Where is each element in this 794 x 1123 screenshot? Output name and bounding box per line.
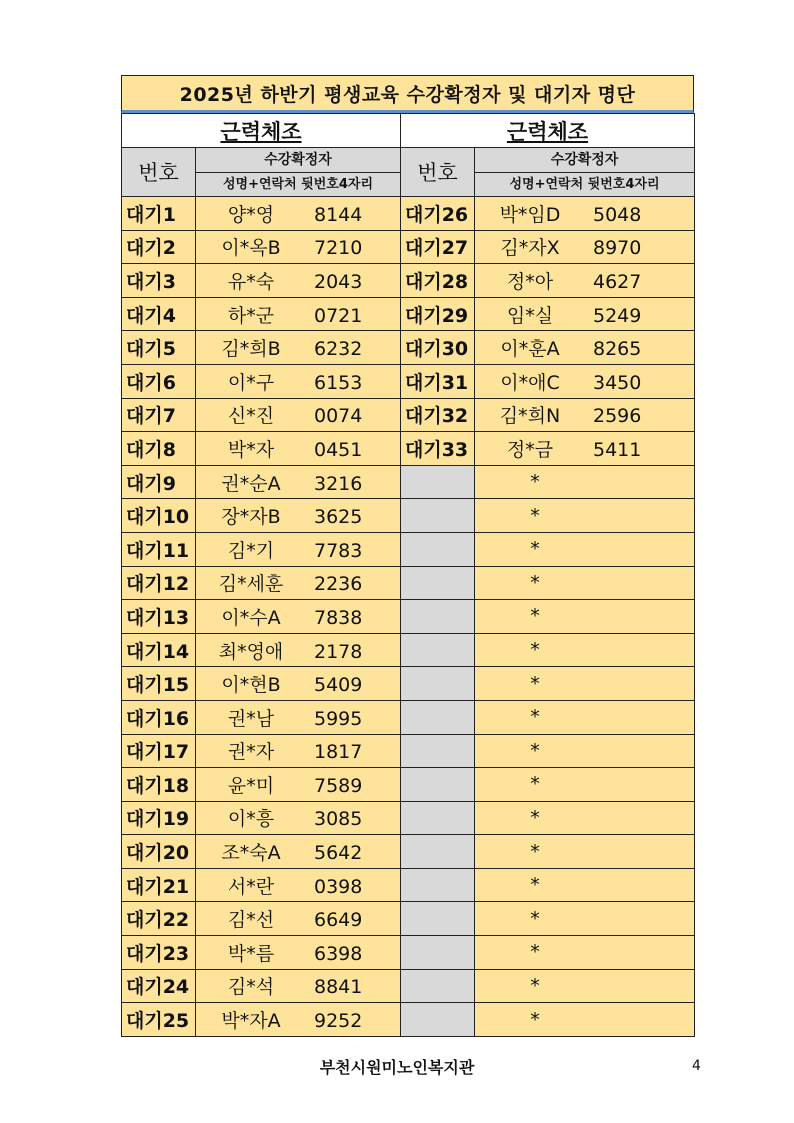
person-name: 양*영 [227,203,275,226]
table-row [122,936,695,970]
right-row-entry [475,432,695,466]
right-row-entry [475,197,695,231]
right-row-entry [475,969,695,1003]
empty-slot-marker: * [530,840,540,863]
empty-slot-marker: * [530,974,540,997]
page-number: 4 [692,1058,701,1074]
right-row-entry [475,700,695,734]
table-row [122,230,695,264]
empty-slot-marker: * [530,504,540,527]
right-row-number: 대기33 [401,432,475,466]
phone-last4: 3450 [593,371,642,394]
left-row-entry [196,936,401,970]
right-row-number [401,969,475,1003]
left-row-number: 대기17 [122,734,196,768]
left-row-number: 대기2 [122,230,196,264]
left-row-number: 대기15 [122,667,196,701]
right-row-number [401,499,475,533]
right-row-number [401,768,475,802]
right-row-entry [475,364,695,398]
table-row [122,264,695,298]
left-row-number: 대기8 [122,432,196,466]
phone-last4: 8265 [593,338,642,361]
table-row [122,633,695,667]
left-row-entry [196,1003,401,1037]
left-row-entry [196,197,401,231]
right-row-number [401,936,475,970]
table-row [122,465,695,499]
right-row-number [401,465,475,499]
right-row-number [401,667,475,701]
person-name: 권*남 [227,707,275,730]
left-row-entry [196,835,401,869]
left-row-number: 대기4 [122,297,196,331]
person-name: 임*실 [506,304,554,327]
phone-last4: 8841 [314,976,363,999]
left-row-number: 대기1 [122,197,196,231]
table-row [122,297,695,331]
left-row-entry [196,566,401,600]
phone-last4: 2236 [314,573,363,596]
left-row-number: 대기21 [122,868,196,902]
right-row-entry [475,801,695,835]
left-row-number: 대기19 [122,801,196,835]
person-name: 박*자A [221,1010,281,1033]
phone-last4: 6398 [314,942,363,965]
phone-last4: 7838 [314,606,363,629]
person-name: 이*수A [221,606,281,629]
left-row-entry [196,264,401,298]
left-row-number: 대기6 [122,364,196,398]
table-row [122,566,695,600]
right-row-entry [475,297,695,331]
phone-last4: 8144 [314,203,363,226]
person-name: 김*희N [499,405,561,428]
roster-grid [121,113,695,1037]
person-name: 권*자 [227,741,275,764]
phone-last4: 5249 [593,304,642,327]
left-row-number: 대기23 [122,936,196,970]
table-row [122,700,695,734]
person-name: 김*희B [221,338,281,361]
phone-last4: 0398 [314,875,363,898]
phone-last4: 3216 [314,472,363,495]
right-row-entry [475,398,695,432]
phone-last4: 7589 [314,774,363,797]
left-row-entry [196,667,401,701]
left-row-entry [196,768,401,802]
person-name: 이*구 [227,371,275,394]
right-row-number [401,566,475,600]
right-row-number: 대기29 [401,297,475,331]
person-name: 조*숙A [221,842,281,865]
empty-slot-marker: * [530,1008,540,1031]
document-title: 2025년 하반기 평생교육 수강확정자 및 대기자 명단 [121,75,694,113]
right-row-entry [475,1003,695,1037]
phone-last4: 2178 [314,640,363,663]
person-name: 이*흥 [227,808,275,831]
left-row-number: 대기11 [122,532,196,566]
empty-slot-marker: * [530,773,540,796]
person-name: 박*임D [499,203,561,226]
left-col-group-header [196,148,401,197]
right-row-number [401,801,475,835]
table-row [122,398,695,432]
empty-slot-marker: * [530,672,540,695]
right-row-entry [475,902,695,936]
left-row-entry [196,902,401,936]
empty-slot-marker: * [530,706,540,729]
table-row [122,734,695,768]
empty-slot-marker: * [530,941,540,964]
table-row [122,364,695,398]
person-name: 이*애C [500,371,560,394]
person-name: 이*옥B [221,237,281,260]
empty-slot-marker: * [530,907,540,930]
person-name: 김*선 [227,909,275,932]
right-row-number [401,835,475,869]
phone-last4: 5995 [314,707,363,730]
right-row-number: 대기28 [401,264,475,298]
phone-last4: 1817 [314,741,363,764]
right-row-number: 대기32 [401,398,475,432]
phone-last4: 5411 [593,438,642,461]
right-row-entry [475,566,695,600]
right-class-name: 근력체조 [401,114,695,148]
table-row [122,600,695,634]
phone-last4: 7210 [314,237,363,260]
person-name: 김*기 [227,539,275,562]
right-name-phone-label: 성명+연락처 뒷번호4자리 [509,177,660,192]
right-row-number [401,700,475,734]
right-row-entry [475,600,695,634]
left-class-name: 근력체조 [122,114,401,148]
table-row [122,197,695,231]
phone-last4: 5409 [314,674,363,697]
right-row-entry [475,230,695,264]
person-name: 장*자B [221,506,281,529]
right-row-number [401,734,475,768]
person-name: 이*현B [221,674,281,697]
left-row-number: 대기18 [122,768,196,802]
right-row-entry [475,465,695,499]
organization-footer: 부천시원미노인복지관 [319,1058,475,1077]
right-row-number [401,600,475,634]
left-row-number: 대기13 [122,600,196,634]
left-row-number: 대기16 [122,700,196,734]
table-row [122,969,695,1003]
left-row-entry [196,734,401,768]
right-row-number: 대기30 [401,331,475,365]
right-confirmed-label: 수강확정자 [475,148,694,173]
phone-last4: 2596 [593,405,642,428]
left-row-number: 대기22 [122,902,196,936]
phone-last4: 2043 [314,270,363,293]
empty-slot-marker: * [530,806,540,829]
table-row [122,902,695,936]
left-row-entry [196,532,401,566]
phone-last4: 6232 [314,338,363,361]
left-row-entry [196,432,401,466]
person-name: 서*란 [227,875,275,898]
right-col-no-header: 번호 [401,148,475,197]
empty-slot-marker: * [530,739,540,762]
left-row-number: 대기7 [122,398,196,432]
empty-slot-marker: * [530,874,540,897]
left-row-entry [196,801,401,835]
right-row-entry [475,768,695,802]
phone-last4: 3625 [314,506,363,529]
left-row-number: 대기25 [122,1003,196,1037]
table-row [122,667,695,701]
person-name: 윤*미 [227,774,275,797]
left-confirmed-label: 수강확정자 [196,148,400,173]
phone-last4: 6649 [314,909,363,932]
right-row-number [401,633,475,667]
phone-last4: 9252 [314,1010,363,1033]
person-name: 김*석 [227,976,275,999]
phone-last4: 8970 [593,237,642,260]
left-row-entry [196,969,401,1003]
left-row-entry [196,398,401,432]
phone-last4: 5642 [314,842,363,865]
phone-last4: 0074 [314,405,363,428]
table-row [122,432,695,466]
left-row-number: 대기20 [122,835,196,869]
left-row-number: 대기9 [122,465,196,499]
left-row-entry [196,499,401,533]
left-row-entry [196,465,401,499]
table-row [122,331,695,365]
person-name: 박*자 [227,438,275,461]
person-name: 정*금 [506,438,554,461]
right-row-number [401,868,475,902]
phone-last4: 3085 [314,808,363,831]
left-row-entry [196,700,401,734]
left-row-entry [196,633,401,667]
empty-slot-marker: * [530,571,540,594]
right-row-entry [475,532,695,566]
right-row-number: 대기31 [401,364,475,398]
left-row-entry [196,331,401,365]
person-name: 이*훈A [500,338,560,361]
table-row [122,499,695,533]
table-row [122,532,695,566]
left-row-entry [196,600,401,634]
left-col-no-header: 번호 [122,148,196,197]
right-row-entry [475,868,695,902]
left-row-number: 대기12 [122,566,196,600]
left-row-number: 대기5 [122,331,196,365]
class-header-row [122,114,695,148]
right-row-entry [475,264,695,298]
left-row-number: 대기24 [122,969,196,1003]
table-row [122,801,695,835]
table-row [122,835,695,869]
left-row-entry [196,230,401,264]
empty-slot-marker: * [530,471,540,494]
waitlist-table [121,75,694,1037]
person-name: 신*진 [227,405,275,428]
right-row-number [401,902,475,936]
right-row-entry [475,633,695,667]
right-row-entry [475,936,695,970]
table-row [122,768,695,802]
empty-slot-marker: * [530,605,540,628]
person-name: 김*자X [500,237,560,260]
phone-last4: 5048 [593,203,642,226]
left-row-entry [196,297,401,331]
phone-last4: 6153 [314,371,363,394]
right-row-number: 대기27 [401,230,475,264]
phone-last4: 4627 [593,270,642,293]
right-row-number [401,532,475,566]
right-row-entry [475,499,695,533]
right-row-entry [475,331,695,365]
person-name: 최*영애 [218,640,284,663]
left-row-number: 대기14 [122,633,196,667]
person-name: 권*순A [221,472,281,495]
right-row-entry [475,734,695,768]
right-row-number: 대기26 [401,197,475,231]
right-row-number [401,1003,475,1037]
column-header-row [122,148,695,197]
left-row-number: 대기3 [122,264,196,298]
right-row-entry [475,835,695,869]
left-row-entry [196,364,401,398]
phone-last4: 0721 [314,304,363,327]
person-name: 하*군 [227,304,275,327]
empty-slot-marker: * [530,639,540,662]
table-row [122,868,695,902]
person-name: 김*세훈 [218,573,284,596]
right-col-group-header [475,148,695,197]
phone-last4: 0451 [314,438,363,461]
left-name-phone-label: 성명+연락처 뒷번호4자리 [222,177,374,192]
right-row-entry [475,667,695,701]
left-row-number: 대기10 [122,499,196,533]
empty-slot-marker: * [530,538,540,561]
phone-last4: 7783 [314,539,363,562]
person-name: 유*숙 [227,270,275,293]
person-name: 박*름 [227,942,275,965]
person-name: 정*아 [506,270,554,293]
left-row-entry [196,868,401,902]
table-row [122,1003,695,1037]
